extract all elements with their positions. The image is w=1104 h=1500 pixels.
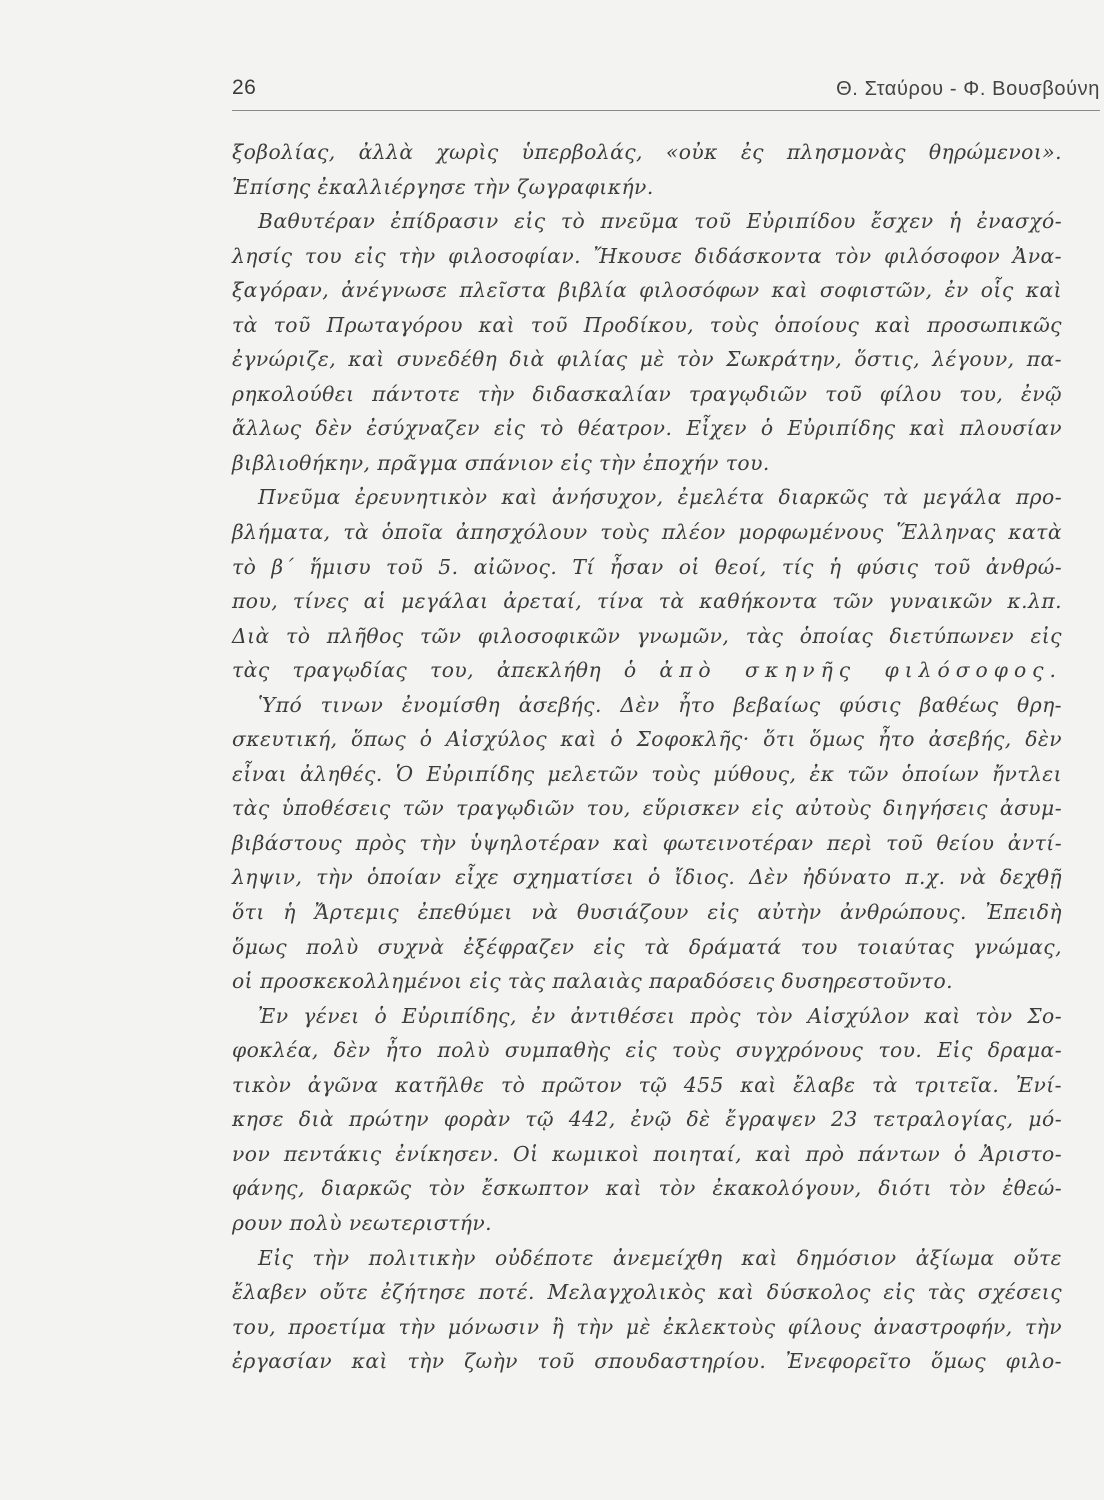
text-line: Εἰς τὴν πολιτικὴν οὐδέποτε ἀνεμείχθη καὶ δημόσιον ἀξίωμα οὔτε bbox=[258, 1245, 1062, 1270]
text-line: Πνεῦμα ἐρευνητικὸν καὶ ἀνήσυχον, ἐμελέτα διαρκῶς τὰ μεγάλα προ- bbox=[258, 485, 1062, 510]
text-line: τικὸν ἀγῶνα κατῆλθε τὸ πρῶτον τῷ 455 καὶ ἔλαβε τὰ τριτεῖα. Ἐνί- bbox=[232, 1072, 1062, 1097]
text-line: ρηκολούθει πάντοτε τὴν διδασκαλίαν τραγῳδιῶν τοῦ φίλου του, ἐνῷ bbox=[232, 381, 1062, 406]
text-line: ἐργασίαν καὶ τὴν ζωὴν τοῦ σπουδαστηρίου. Ἐνεφορεῖτο ὅμως φιλο- bbox=[232, 1349, 1062, 1374]
page-number: 26 bbox=[232, 76, 257, 99]
text-line: ὅτι ἡ Ἄρτεμις ἐπεθύμει νὰ θυσιάζουν εἰς αὐτὴν ἀνθρώπους. Ἐπειδὴ bbox=[232, 900, 1062, 925]
text-line: ἄλλως δὲν ἐσύχναζεν εἰς τὸ θέατρον. Εἶχεν ὁ Εὐριπίδης καὶ πλουσίαν bbox=[232, 416, 1062, 441]
text-line: οἱ προσκεκολλημένοι εἰς τὰς παλαιὰς παραδόσεις δυσηρεστοῦντο. bbox=[232, 969, 954, 994]
text-line: βιβάστους πρὸς τὴν ὑψηλοτέραν καὶ φωτεινοτέραν περὶ τοῦ θείου ἀντί- bbox=[232, 830, 1062, 855]
text-line: ξοβολίας, ἀλλὰ χωρὶς ὑπερβολάς, «οὐκ ἐς πλησμονὰς θηρώμενοι». bbox=[232, 140, 1062, 164]
spaced-emphasis: ἀπὸ σκηνῆς φιλόσοφος. bbox=[659, 658, 1062, 683]
text-line: Διὰ τὸ πλῆθος τῶν φιλοσοφικῶν γνωμῶν, τὰς ὁποίας διετύπωνεν εἰς bbox=[232, 623, 1062, 648]
text-line: Βαθυτέραν ἐπίδρασιν εἰς τὸ πνεῦμα τοῦ Εὐριπίδου ἔσχεν ἡ ἐνασχό- bbox=[258, 209, 1062, 234]
text-line: βλήματα, τὰ ὁποῖα ἀπησχόλουν τοὺς πλέον μορφωμένους Ἕλληνας κατὰ bbox=[232, 520, 1062, 545]
text-line: τὸ β΄ ἥμισυ τοῦ 5. αἰῶνος. Τί ἦσαν οἱ θεοί, τίς ἡ φύσις τοῦ ἀνθρώ- bbox=[232, 554, 1062, 579]
text-line: του, προετίμα τὴν μόνωσιν ἢ τὴν μὲ ἐκλεκτοὺς φίλους ἀναστροφήν, τὴν bbox=[232, 1314, 1062, 1339]
text-line: Ὑπό τινων ἐνομίσθη ἀσεβής. Δὲν ἦτο βεβαίως φύσις βαθέως θρη- bbox=[258, 692, 1062, 717]
text-line: ρουν πολὺ νεωτεριστήν. bbox=[232, 1210, 493, 1235]
text-line: εἶναι ἀληθές. Ὁ Εὐριπίδης μελετῶν τοὺς μύθους, ἐκ τῶν ὁποίων ἤντλει bbox=[232, 761, 1062, 786]
text-line: ξαγόραν, ἀνέγνωσε πλεῖστα βιβλία φιλοσόφων καὶ σοφιστῶν, ἐν οἷς καὶ bbox=[232, 278, 1062, 303]
text-line: σκευτική, ὅπως ὁ Αἰσχύλος καὶ ὁ Σοφοκλῆς· ὅτι ὅμως ἦτο ἀσεβής, δὲν bbox=[232, 727, 1062, 752]
text-line: νον πεντάκις ἐνίκησεν. Οἱ κωμικοὶ ποιηταί, καὶ πρὸ πάντων ὁ Ἀριστο- bbox=[232, 1141, 1062, 1166]
text-line: που, τίνες αἱ μεγάλαι ἀρεταί, τίνα τὰ καθήκοντα τῶν γυναικῶν κ.λπ. bbox=[232, 589, 1062, 614]
text-segment: τὰς τραγῳδίας του, ἀπεκλήθη ὁ bbox=[232, 658, 637, 683]
text-line: τὰς ὑποθέσεις τῶν τραγῳδιῶν του, εὕρισκεν εἰς αὐτοὺς διηγήσεις ἀσυμ- bbox=[232, 796, 1062, 821]
running-head: Θ. Σταύρου - Φ. Βουσβούνη bbox=[836, 78, 1100, 100]
text-line: ὅμως πολὺ συχνὰ ἐξέφραζεν εἰς τὰ δράματά του τοιαύτας γνώμας, bbox=[232, 934, 1062, 959]
text-line: ἐγνώριζε, καὶ συνεδέθη διὰ φιλίας μὲ τὸν Σωκράτην, ὅστις, λέγουν, πα- bbox=[232, 347, 1062, 372]
text-line: ληψιν, τὴν ὁποίαν εἶχε σχηματίσει ὁ ἴδιος. Δὲν ἠδύνατο π.χ. νὰ δεχθῇ bbox=[232, 865, 1062, 890]
text-line: λησίς του εἰς τὴν φιλοσοφίαν. Ἤκουσε διδάσκοντα τὸν φιλόσοφον Ἀνα- bbox=[232, 243, 1062, 268]
text-line: Ἐν γένει ὁ Εὐριπίδης, ἐν ἀντιθέσει πρὸς τὸν Αἰσχύλον καὶ τὸν Σο- bbox=[258, 1003, 1062, 1028]
page-header bbox=[232, 72, 1100, 112]
text-line: Ἐπίσης ἐκαλλιέργησε τὴν ζωγραφικήν. bbox=[232, 174, 654, 199]
text-line: βιβλιοθήκην, πρᾶγμα σπάνιον εἰς τὴν ἐποχήν του. bbox=[232, 450, 770, 475]
text-line bbox=[232, 653, 1062, 688]
text-line: τὰ τοῦ Πρωταγόρου καὶ τοῦ Προδίκου, τοὺς ὁποίους καὶ προσωπικῶς bbox=[232, 312, 1062, 337]
text-line: κησε διὰ πρώτην φορὰν τῷ 442, ἐνῷ δὲ ἔγραψεν 23 τετραλογίας, μό- bbox=[232, 1107, 1062, 1132]
body-text bbox=[232, 135, 1062, 1379]
header-rule bbox=[232, 110, 1100, 111]
text-line: φάνης, διαρκῶς τὸν ἔσκωπτον καὶ τὸν ἐκακολόγουν, διότι τὸν ἐθεώ- bbox=[232, 1176, 1062, 1201]
text-line: ἔλαβεν οὔτε ἐζήτησε ποτέ. Μελαγχολικὸς καὶ δύσκολος εἰς τὰς σχέσεις bbox=[232, 1280, 1062, 1305]
text-line: φοκλέα, δὲν ἦτο πολὺ συμπαθὴς εἰς τοὺς συγχρόνους του. Εἰς δραμα- bbox=[232, 1038, 1062, 1063]
